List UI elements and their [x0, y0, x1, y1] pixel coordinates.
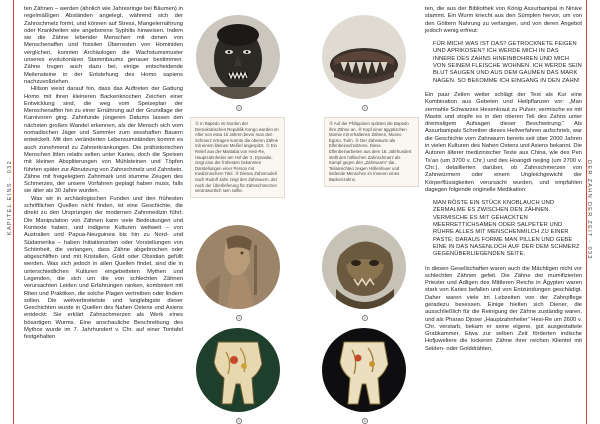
left-margin-rule: [13, 0, 14, 424]
caption-left: ① In Bapedo im Norden der Demokratischen Republik Kongo wurden im Alter von etwa 16 Jahren bevor man den Schmerz ertragen konnte die oberen Zähne mit einem kleinen Meißel angespitzt. ② Ein Relief aus der Mastaba von Hesi-Re, Hauptzahnheiler am Hof der 3. Dynastie, zeigt eine der frühesten bekannten Darstellungen einer Person mit medizinischem Titel. ③ Dieses Zahnmodell nach Rudolf Jahn zeigt den Zahnwurm, der nach der Überlieferung für Zahnschmerzen verantwortlich sein sollte.: [190, 117, 285, 198]
photo-mummy-head: [322, 225, 406, 309]
left-text-column: [24, 6, 183, 342]
photo-tooth-worm-carving-dark: [322, 328, 406, 412]
paragraph: Was wir in archäologischen Funden und den frühesten schriftlichen Quellen nicht finden, ist eine Geschichte, die direkt zu den Ursprüngen der modernen Zahnmedizin führt. Die Manipulation von Zähnen kann viele Bedeutungen und Kontexte haben, und indigene Kulturen weltweit – von Australien und Papua-Neuguinea bis hin zu Nord- und Südamerika – haben Initiationsriten oder Vorstellungen von Schönheit, die verlangen, dass Zähne abgebrochen oder abgeschliffen und mit Kristallen, Gold oder Obsidian gefüllt werden. Was sich jedoch in allen Quellen findet, sind die in unterschiedlichen Kulturen eingebetteten Mythen und Legenden, die sich um die von schlechten Zähnen verursachten Leiden und Erfahrungen ranken, kombiniert mit Riten und Praktiken, die solche Plagen vertreiben oder lindern sollen. Die weitverbreitetste und langlebigste dieser Geschichten wurde in Quellen des Nahen Ostens und Asiens entdeckt: Sie erklärt Zahnschmerzen als Werk eines bösartigen Wurms. Eine anschauliche Beschreibung des Mythos wurde im 7. Jahrhundert v. Chr. auf einer Tontafel festgehalten: [24, 195, 183, 341]
paragraph: ten, die aus der Bibliothek von König Assurbanipal in Ninive stammt. Ein Wurm kriecht aus den Sümpfen hervor, um von den Göttern Nahrung zu verlangen, und von deren Angebot jedoch wenig erfreut:: [425, 6, 582, 34]
running-head-left: KAPITEL EINS · 032: [7, 160, 13, 236]
running-head-right: DER ZAHN DER ZEIT · 033: [586, 160, 592, 260]
figure-marker: ④: [363, 316, 367, 320]
photo-man-filed-teeth: [196, 15, 280, 99]
paragraph: In diesen Gesellschaften waren auch die Mächtigen nicht vor schlechten Zähnen gefeit. Die Zähne der mumifizierten Priester und Adligen des Mittleren Reichs in Ägypten waren stark von Karies befallen und von Entzündungen geschädigt. Daher waren viele im Lebzeiten von der Zahnpflege geradezu besessen. Einige hielten sich Diener, die ausschließlich für die Reinigung der Zähne zuständig waren, und als Pharao Djoser „Hauptzahnheiler“ Hesi-Re um 2600 v. Chr. verstarb, bekam er seine eigene, gut ausgestattete Grabkammer. Etwa zur selben Zeit förderten indische Hofjuweliere die lockeren Zähne ihrer reichen Klientel mit Seiden- oder Golddrähten,: [425, 265, 582, 352]
photo-tooth-worm-carving: [196, 328, 280, 412]
paragraph: Ein paar Zeilen weiter schlägt der Text als Kur eine Kombination aus Gebeten und Heilpflanzen vor: „Man zermahle Schwarzes Hexenkraut zu Pulver, vermische es mit Mastix und stopfe es in den oberen Teil des Zahns unter dreimaligem Aufsagen dieser Beschwörung.“ Als Assurbanipals Schreiber dieses Heilverfahren aufschrieb, war die Geschichte vom Zahnwurm bereits seit über 2000 Jahren in vielen Kulturen des Nahen Ostens und Asiens bekannt. Die Autoren älterer medizinischer Texte aus China, wie des Pen Ts’ao (um 3700 v. Chr.) und des Hoangdi neijing (um 2700 v. Chr.), detaillierten darüber, ob Zahnschmerzen von Zahnwürmern oder einem Ungleichgewicht der Körperflüssigkeiten verursacht wurden, und empfahlen dagegen folgende originelle Medikation:: [425, 91, 582, 193]
paragraph: Hillson weist darauf hin, dass das Auftreten der Gattung Homo mit ihren kleineren Backenknochen Zeichen einer Entwicklung sind, die weg vom Speiseplan der Menschenaffen hin zu einer Ernährung auf der Grundlage der Karnivoren ging. Zahnfunde jüngeren Datums lassen den nächsten großen Wandel erkennen, als der Mensch sich vom nomadischen Jäger und Sammler zum sesshaften Bauern entwickelt. Mit den veränderten Lebensumständen kommt es auch zunehmend zu Zahnerkrankungen. Die prähistorischen Menschen litten relativ selten unter Karies, doch die Speisen mit kleinen Abspliterungen von Mühlsteinen und Töpfen führten später zur Abnutzung von Zahnschmelz und Zahnbein. Zähne mit freigelegtem Zahnmark und stumme Zeugen des Schmerzes, der unsere Vorfahren geplagt haben muss, falls sie älter als 30 Jahre wurden.: [24, 86, 183, 195]
block-quote: FÜR MICH! WAS IST DAS? GETROCKNETE FEIGEN UND APRIKOSEN? ICH WERDE MICH IN DAS INNERE DES ZAHNS HINEINBOHREN UND MICH VON SEINEM FLEISCHE WOHNEN. ICH WERDE SEIN BLUT SAUGEN UND AUS DEM GAUMEN DAS MARK NAGEN. SO BEKOMME ICH EINGANG IN DEN ZAHN!: [433, 41, 582, 84]
figure-marker: ②: [363, 106, 367, 110]
photo-relief-hesy-re: [196, 225, 280, 309]
figure-marker: ⑤: [237, 419, 241, 423]
block-quote: MAN RÖSTE EIN STÜCK KNOBLAUCH UND ZERMALME ES ZWISCHEN DEN ZÄHNEN. VERMISCHE ES MIT GEHACKTEN MEERRETTICHSAMEN ODER SALPETER UND RÜHRE ALLES MIT MENSCHENMILCH ZU EINER PASTE; DARAUS FORME MAN PILLEN UND GEBE EINE IN DAS NASENLOCH AUF DER DEM SCHMERZ GEGENÜBERLIEGENDEN SEITE.: [433, 200, 580, 258]
figure-marker: ③: [237, 316, 241, 320]
figure-marker: ①: [237, 106, 241, 110]
photo-filed-teeth-closeup: [322, 15, 406, 99]
figure-marker: ⑥: [363, 419, 367, 423]
caption-right: ② Auf der Philippinen spitzten die Bapedo ihre Zähne an. ④ Kopf einer ägyptischen Mumie mit erhaltenen Zähnen, Museo Egizio, Turin. ⑤ Der Zahnwurm als Elfenbeinschnitzerei. Diese Elfenbeinarbeiten aus dem 18. Jahrhundert stellt den höllischen Zahnschmerz als Kampf gegen den „Zahnwurm“ dar. Teilansichten zeigen Höllenfeuer und leidende Menschen im Inneren eines Backenzahns.: [324, 117, 419, 187]
paragraph: ten Zähnen – werden (ähnlich wie Jahresringe bei Bäumen) in regelmäßigen Abständen angelegt, während sich der Zahnschmelz formt, und können auf Stress, Mangelernährung oder Krankheiten wie angeborene Syphilis hinweisen. Indem sie die Zähne lebender Menschen mit denen von Menschenaffen und fossilen Überresten von Hominiden verglichen, konnten Archäologen die Wachstumsmuster unseres evolutionären Stammbaums genauer bestimmen. Zähne trugen auch dazu bei, einige entscheidende Meilensteine in der Entstehung des Homo sapiens nachzuvollziehen.: [24, 6, 183, 85]
right-text-column: [425, 6, 582, 353]
